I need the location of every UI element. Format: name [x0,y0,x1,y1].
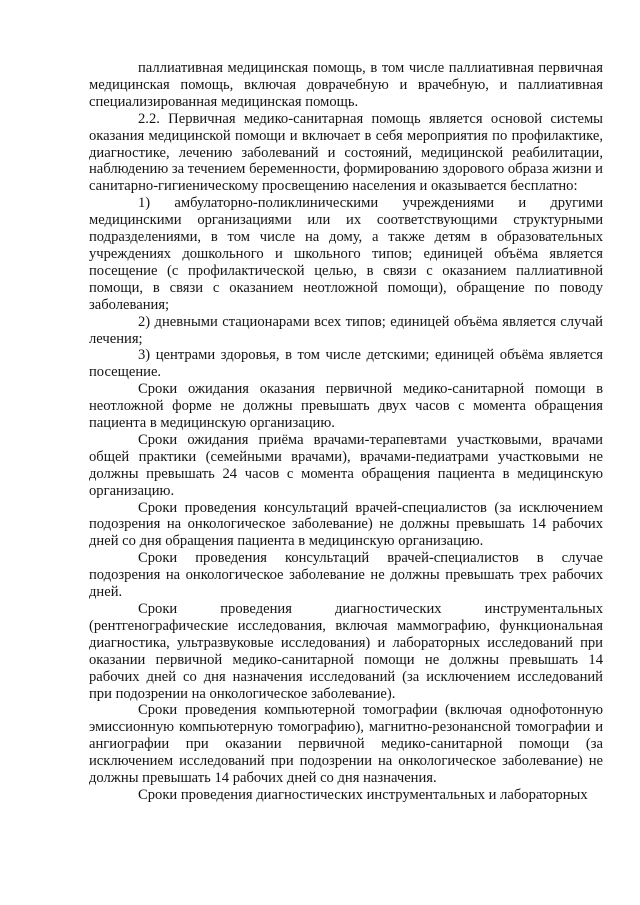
paragraph-diagnostic-tests: Сроки проведения диагностических инструментальных (рентгенографические исследования, включая маммографию, функциональная диагностика, ультразвуковые исследования) и лабораторных исследований при оказании первичной медико-санитарной помощи не должны превышать 14 рабочих дней со дня назначения исследований (за исключением исследований при подозрении на онкологическое заболевание). [89,601,603,702]
paragraph-2-2-primary-care: 2.2. Первичная медико-санитарная помощь является основой системы оказания медицинской помощи и включает в себя мероприятия по профилактике, диагностике, лечению заболеваний и состояний, медицинской реабилитации, наблюдению за течением беременности, формированию здорового образа жизни и санитарно-гигиеническому просвещению населения и оказывается бесплатно: [89,110,603,195]
paragraph-specialist-consultations: Сроки проведения консультаций врачей-специалистов (за исключением подозрения на онкологическое заболевание) не должны превышать 14 рабочих дней со дня обращения пациента в медицинскую организацию. [89,499,603,550]
paragraph-palliative-care: паллиативная медицинская помощь, в том числе паллиативная первичная медицинская помощь, включая доврачебную и врачебную, и паллиативная специализированная медицинская помощь. [89,60,603,110]
paragraph-oncology-consultations: Сроки проведения консультаций врачей-специалистов в случае подозрения на онкологическое заболевание не должны превышать трех рабочих дней. [89,550,603,601]
document-page [89,60,603,860]
paragraph-tomography: Сроки проведения компьютерной томографии (включая однофотонную эмиссионную компьютерную томографию), магнитно-резонансной томографии и ангиографии при оказании первичной медико-санитарной помощи (за исключением исследований при подозрении на онкологическое заболевание) не должны превышать 14 рабочих дней со дня назначения. [89,702,603,787]
paragraph-urgent-care-waiting: Сроки ожидания оказания первичной медико-санитарной помощи в неотложной форме не должны превышать двух часов с момента обращения пациента в медицинскую организацию. [89,381,603,432]
paragraph-therapist-waiting: Сроки ожидания приёма врачами-терапевтами участковыми, врачами общей практики (семейными врачами), врачами-педиатрами участковыми не должны превышать 24 часов с момента обращения пациента в медицинскую организацию. [89,431,603,499]
list-item-2-day-hospitals: 2) дневными стационарами всех типов; единицей объёма является случай лечения; [89,313,603,347]
list-item-3-health-centers: 3) центрами здоровья, в том числе детскими; единицей объёма является посещение. [89,347,603,381]
paragraph-diagnostic-continued: Сроки проведения диагностических инструментальных и лабораторных [138,786,588,803]
list-item-1-outpatient: 1) амбулаторно-поликлиническими учреждениями и другими медицинскими организациями или их соответствующими структурными подразделениями, в том числе на дому, а также детям в образовательных учреждениях дошкольного и школьного типов; единицей объёма является посещение (с профилактической целью, в связи с оказанием паллиативной помощи, в связи с оказанием неотложной помощи), обращение по поводу заболевания; [89,195,603,313]
